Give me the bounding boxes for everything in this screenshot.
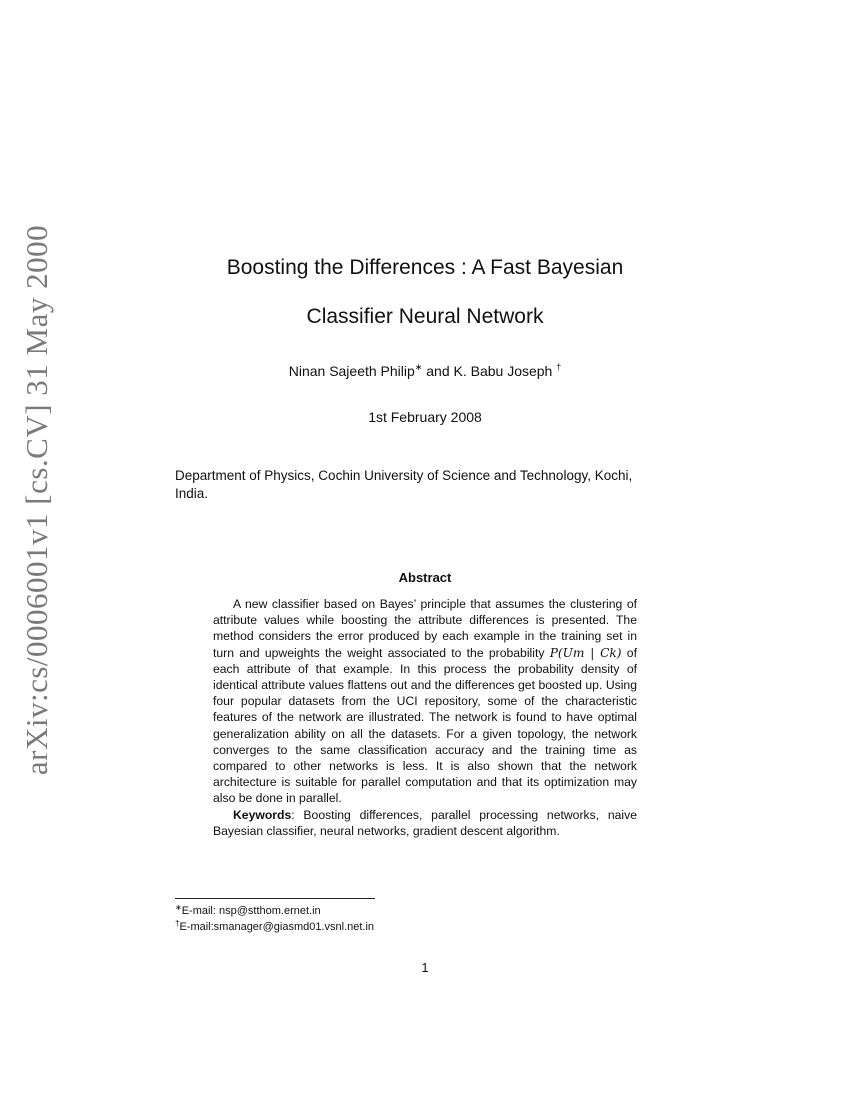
- author-list: [175, 363, 675, 379]
- abstract-heading: Abstract: [398, 570, 452, 585]
- paper-title-line-1: Boosting the Differences : A Fast Bayesian: [226, 256, 624, 279]
- footnote-text: E-mail: nsp@stthom.ernet.in: [181, 905, 321, 917]
- footnote-mark: ∗: [414, 362, 423, 372]
- footnote-divider: [175, 898, 375, 899]
- footnote-mark: ∗: [175, 903, 182, 912]
- footnote-mark: †: [175, 919, 180, 928]
- page-number: 1: [421, 960, 429, 975]
- probability-formula: P(Um | Ck): [549, 645, 622, 660]
- abstract-text: of each attribute of that example. In this process the probability density of identical attribute values flattens out and the differences get boosted up. Using four popular datasets from the UCI repository, some of the characteristic features of the network are illustrated. The network is found to have optimal generalization ability on all the datasets. For a given topology, the network converges to the same classification accuracy and the training time as compared to other networks is less. It is also shown that the network architecture is suitable for parallel computation and that its optimization may also be done in parallel.: [213, 645, 637, 806]
- footnote: [175, 921, 374, 933]
- author-name: Ninan Sajeeth Philip: [288, 363, 415, 379]
- paper-title-line-2: Classifier Neural Network: [306, 305, 544, 328]
- paper-date: 1st February 2008: [368, 409, 482, 425]
- affiliation: Department of Physics, Cochin University of Science and Technology, Kochi, India.: [175, 468, 633, 501]
- author-connector: and: [422, 363, 454, 379]
- abstract-paragraph: [213, 596, 637, 807]
- abstract-body: [213, 596, 637, 839]
- abstract-text: A new classifier based on Bayes’ principle that assumes the clustering of attribute values while boosting the attribute differences is presented. The method considers the error produced by each example in the training set in turn and upweights the weight associated to the probability: [213, 597, 637, 660]
- keywords-paragraph: [213, 807, 637, 839]
- keywords-text: : Boosting differences, parallel processing networks, naive Bayesian classifier, neural networks, gradient descent algorithm.: [213, 807, 637, 838]
- author-name: K. Babu Joseph: [453, 363, 553, 379]
- footnote-mark: †: [556, 362, 562, 372]
- keywords-label: Keywords: [233, 807, 292, 822]
- footnote: [175, 905, 321, 917]
- footnote-text: E-mail:smanager@giasmd01.vsnl.net.in: [179, 921, 375, 933]
- arxiv-identifier-stamp: arXiv:cs/0006001v1 [cs.CV] 31 May 2000: [19, 224, 54, 776]
